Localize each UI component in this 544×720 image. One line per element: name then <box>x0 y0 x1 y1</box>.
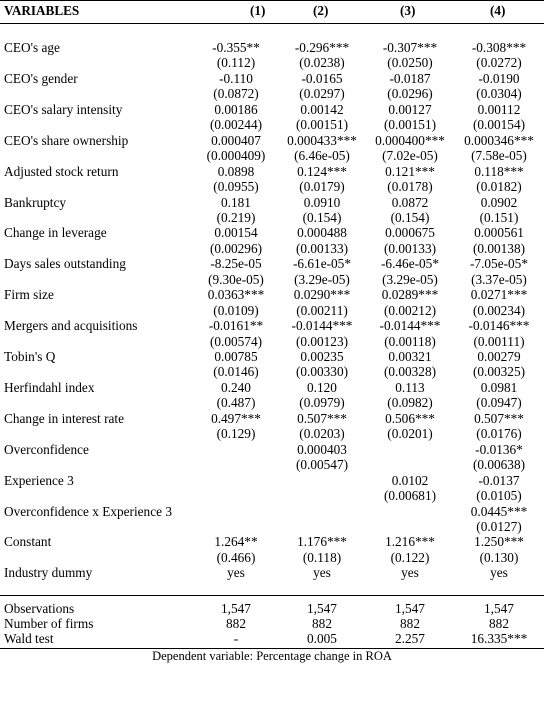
std-error-cell: (0.0872) <box>213 86 259 102</box>
std-error-cell: (0.0979) <box>299 395 345 411</box>
coefficient-cell: 0.00279 <box>477 349 521 364</box>
coefficient-cell: 0.0102 <box>391 472 429 488</box>
coefficient-cell: 0.118*** <box>474 163 524 179</box>
industry-dummy-cell: yes <box>401 565 419 581</box>
std-error-cell: (0.0182) <box>476 179 522 195</box>
std-error-cell: (0.129) <box>216 426 256 442</box>
std-error-cell: (0.0127) <box>476 518 522 534</box>
std-error-cell: (0.00638) <box>472 457 526 473</box>
std-error-cell: (0.0304) <box>476 86 522 102</box>
coefficient-cell: 0.0910 <box>303 194 341 210</box>
coefficient-cell: 0.124*** <box>297 163 347 179</box>
top-rule <box>0 0 544 1</box>
coefficient-cell: 0.0445*** <box>470 503 528 519</box>
row-label: Herfindahl index <box>4 379 95 395</box>
std-error-cell: (0.466) <box>216 549 256 565</box>
std-error-cell: (0.0146) <box>213 364 259 380</box>
coefficient-cell: -0.0161** <box>208 318 264 334</box>
coefficient-cell: 0.000400*** <box>375 132 445 148</box>
coefficient-cell: 0.506*** <box>385 410 435 426</box>
row-label: Bankruptcy <box>4 194 67 210</box>
std-error-cell: (0.00154) <box>472 117 526 133</box>
coefficient-cell: 0.507*** <box>474 410 524 426</box>
std-error-cell: (0.00330) <box>295 364 349 380</box>
std-error-cell: (3.29e-05) <box>294 271 350 287</box>
row-label: Change in leverage <box>4 225 107 241</box>
coefficient-cell: 0.121*** <box>385 163 435 179</box>
coefficient-cell: 0.240 <box>221 379 251 395</box>
coefficient-cell: 0.0898 <box>217 163 255 179</box>
stat-cell: 1,547 <box>307 601 337 617</box>
coefficient-cell: 0.0363*** <box>207 287 265 303</box>
coefficient-cell: 0.120 <box>307 379 337 395</box>
industry-dummy-cell: yes <box>313 565 331 581</box>
row-label: CEO's share ownership <box>4 132 129 148</box>
coefficient-cell: 0.000346*** <box>464 132 534 148</box>
coefficient-cell: 0.181 <box>221 194 251 210</box>
std-error-cell: (0.0109) <box>213 302 259 318</box>
coefficient-cell: -0.0190 <box>478 70 520 86</box>
std-error-cell: (0.151) <box>479 209 519 225</box>
row-label: Tobin's Q <box>4 349 56 364</box>
coefficient-cell: 0.00235 <box>300 349 344 364</box>
std-error-cell: (0.0297) <box>299 86 345 102</box>
coefficient-cell: 0.0290*** <box>293 287 351 303</box>
std-error-cell: (6.46e-05) <box>294 148 350 164</box>
std-error-cell: (0.0203) <box>299 426 345 442</box>
std-error-cell: (0.0238) <box>299 55 345 71</box>
std-error-cell: (0.0178) <box>387 179 433 195</box>
footnote: Dependent variable: Percentage change in ROA <box>152 649 392 664</box>
coefficient-cell: -0.0137 <box>478 472 520 488</box>
coefficient-cell: 0.507*** <box>297 410 347 426</box>
coefficient-cell: 0.113 <box>395 379 425 395</box>
coefficient-cell: 0.00142 <box>300 101 344 117</box>
stat-cell: 1,547 <box>484 601 514 617</box>
coefficient-cell: 0.00127 <box>388 101 432 117</box>
std-error-cell: (0.00574) <box>209 333 263 349</box>
coefficient-cell: 1.216*** <box>385 534 435 550</box>
industry-dummy-cell: yes <box>490 565 508 581</box>
row-label: Overconfidence x Experience 3 <box>4 503 172 519</box>
std-error-cell: (0.00123) <box>295 333 349 349</box>
std-error-cell: (0.219) <box>216 209 256 225</box>
std-error-cell: (0.0176) <box>476 426 522 442</box>
stats-rule <box>0 595 544 596</box>
coefficient-cell: -0.0144*** <box>291 318 353 334</box>
coefficient-cell: -0.110 <box>219 70 253 86</box>
coefficient-cell: 1.176*** <box>297 534 347 550</box>
row-label: CEO's age <box>4 40 60 55</box>
header-col-1: (1) <box>250 3 266 18</box>
coefficient-cell: 0.497*** <box>211 410 261 426</box>
row-label: Days sales outstanding <box>4 256 126 272</box>
std-error-cell: (0.00234) <box>472 302 526 318</box>
std-error-cell: (0.00328) <box>383 364 437 380</box>
row-label: CEO's gender <box>4 70 78 86</box>
row-label: Firm size <box>4 287 54 303</box>
std-error-cell: (0.0179) <box>299 179 345 195</box>
coefficient-cell: 1.250*** <box>474 534 524 550</box>
std-error-cell: (0.00325) <box>472 364 526 380</box>
coefficient-cell: -7.05e-05* <box>470 256 528 272</box>
std-error-cell: (0.154) <box>302 209 342 225</box>
coefficient-cell: 0.00112 <box>477 101 521 117</box>
std-error-cell: (0.487) <box>216 395 256 411</box>
std-error-cell: (7.58e-05) <box>471 148 527 164</box>
row-label: Change in interest rate <box>4 410 124 426</box>
coefficient-cell: -6.46e-05* <box>381 256 439 272</box>
std-error-cell: (0.00133) <box>295 240 349 256</box>
header-col-4: (4) <box>490 3 506 18</box>
coefficient-cell: 0.000675 <box>385 225 435 241</box>
coefficient-cell: -8.25e-05 <box>210 256 262 272</box>
std-error-cell: (0.0201) <box>387 426 433 442</box>
coefficient-cell: 0.00321 <box>388 349 432 364</box>
coefficient-cell: 0.0872 <box>391 194 429 210</box>
std-error-cell: (9.30e-05) <box>208 271 264 287</box>
row-label: Adjusted stock return <box>4 163 119 179</box>
coefficient-cell: 0.000403 <box>297 441 347 457</box>
coefficient-cell: 0.0981 <box>480 379 518 395</box>
coefficient-cell: 0.0289*** <box>381 287 439 303</box>
std-error-cell: (0.0272) <box>476 55 522 71</box>
std-error-cell: (0.00212) <box>383 302 437 318</box>
stat-cell: 16.335*** <box>470 631 528 647</box>
std-error-cell: (0.00681) <box>383 488 437 504</box>
std-error-cell: (0.00211) <box>296 302 348 318</box>
coefficient-cell: 0.0271*** <box>470 287 528 303</box>
std-error-cell: (0.0296) <box>387 86 433 102</box>
header-rule <box>0 23 544 24</box>
coefficient-cell: -0.355** <box>212 40 260 55</box>
stat-label: Wald test <box>4 631 54 647</box>
coefficient-cell: -0.296*** <box>294 40 350 55</box>
header-col-2: (2) <box>313 3 329 18</box>
coefficient-cell: -0.0146*** <box>468 318 530 334</box>
std-error-cell: (0.00138) <box>472 240 526 256</box>
coefficient-cell: 0.000488 <box>297 225 347 241</box>
row-label: Overconfidence <box>4 441 89 457</box>
header-col-3: (3) <box>400 3 416 18</box>
std-error-cell: (0.0105) <box>476 488 522 504</box>
coefficient-cell: 0.00186 <box>214 101 258 117</box>
industry-dummy-cell: yes <box>227 565 245 581</box>
std-error-cell: (3.29e-05) <box>382 271 438 287</box>
stat-cell: 882 <box>312 616 332 632</box>
std-error-cell: (0.000409) <box>206 148 266 164</box>
stat-label: Number of firms <box>4 616 94 632</box>
coefficient-cell: 0.000561 <box>474 225 524 241</box>
stat-label: Observations <box>4 601 75 617</box>
header-variables: VARIABLES <box>4 3 80 18</box>
std-error-cell: (0.00151) <box>383 117 437 133</box>
std-error-cell: (3.37e-05) <box>471 271 527 287</box>
coefficient-cell: -0.0144*** <box>379 318 441 334</box>
std-error-cell: (0.130) <box>479 549 519 565</box>
std-error-cell: (0.112) <box>216 55 256 71</box>
std-error-cell: (0.154) <box>390 209 430 225</box>
std-error-cell: (0.0982) <box>387 395 433 411</box>
std-error-cell: (0.118) <box>302 549 342 565</box>
coefficient-cell: 0.00154 <box>214 225 258 241</box>
stat-cell: - <box>233 631 239 647</box>
std-error-cell: (7.02e-05) <box>382 148 438 164</box>
coefficient-cell: -0.0187 <box>389 70 431 86</box>
std-error-cell: (0.0947) <box>476 395 522 411</box>
coefficient-cell: 0.0902 <box>480 194 518 210</box>
coefficient-cell: -0.0165 <box>301 70 343 86</box>
coefficient-cell: 0.000407 <box>211 132 261 148</box>
stat-cell: 1,547 <box>221 601 251 617</box>
coefficient-cell: 1.264** <box>214 534 258 550</box>
std-error-cell: (0.00244) <box>209 117 263 133</box>
stat-cell: 0.005 <box>307 631 337 647</box>
coefficient-cell: -0.307*** <box>382 40 438 55</box>
std-error-cell: (0.00547) <box>295 457 349 473</box>
row-label: CEO's salary intensity <box>4 101 123 117</box>
coefficient-cell: -6.61e-05* <box>293 256 351 272</box>
stat-cell: 882 <box>226 616 246 632</box>
coefficient-cell: 0.000433*** <box>287 132 357 148</box>
coefficient-cell: -0.0136* <box>475 441 523 457</box>
row-label: Experience 3 <box>4 472 74 488</box>
row-label: Constant <box>4 534 52 550</box>
std-error-cell: (0.00296) <box>209 240 263 256</box>
industry-dummy-label: Industry dummy <box>4 565 93 581</box>
std-error-cell: (0.00111) <box>473 333 525 349</box>
std-error-cell: (0.00133) <box>383 240 437 256</box>
coefficient-cell: 0.00785 <box>214 349 258 364</box>
std-error-cell: (0.00118) <box>384 333 436 349</box>
coefficient-cell: -0.308*** <box>471 40 527 55</box>
std-error-cell: (0.00151) <box>295 117 349 133</box>
stat-cell: 2.257 <box>395 631 425 647</box>
stat-cell: 1,547 <box>395 601 425 617</box>
std-error-cell: (0.0955) <box>213 179 259 195</box>
std-error-cell: (0.122) <box>390 549 430 565</box>
stat-cell: 882 <box>489 616 509 632</box>
std-error-cell: (0.0250) <box>387 55 433 71</box>
stat-cell: 882 <box>400 616 420 632</box>
row-label: Mergers and acquisitions <box>4 318 138 334</box>
